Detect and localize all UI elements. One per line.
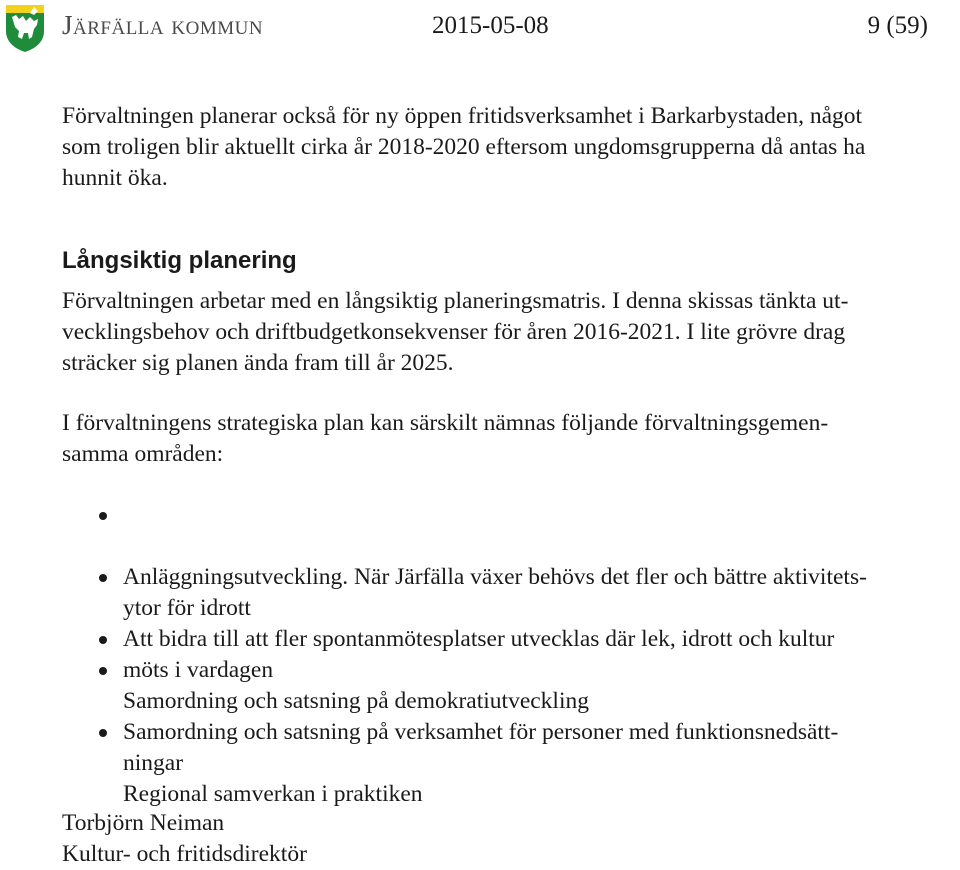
list-item-text: Anläggningsutveckling. När Järfälla växer behövs det fler och bättre aktivitets- ytor för idrott — [123, 564, 867, 621]
bullet-dot-icon — [99, 636, 107, 644]
paragraph-planning-matrix: Förvaltningen arbetar med en långsiktig planeringsmatris. I denna skissas tänkta ut- vecklingsbehov och driftbudgetkonsekvenser för åren 2016-2021. I lite grövre drag sträcker sig planen ända fram till år 2025. — [62, 288, 849, 376]
list-item-text: Samordning och satsning på verksamhet för personer med funktionsnedsätt- ningar — [123, 719, 839, 776]
signatory-title: Kultur- och fritidsdirektör — [62, 841, 307, 867]
organization-name: Järfälla kommun — [62, 10, 264, 40]
signatory-name: Torbjörn Neiman — [62, 810, 225, 836]
list-item — [62, 624, 957, 714]
page-number: 9 (59) — [867, 12, 928, 39]
document-date: 2015-05-08 — [432, 12, 549, 39]
bullet-dot-icon — [99, 512, 107, 520]
jarfalla-coat-of-arms-icon — [4, 3, 46, 53]
section-heading: Långsiktig planering — [62, 247, 297, 274]
list-item — [62, 562, 957, 683]
paragraph-open-leisure: Förvaltningen planerar också för ny öppen fritidsverksamhet i Barkarbystaden, något som troligen blir aktuellt cirka år 2018-2020 eftersom ungdomsgrupperna då antas ha hunnit öka. — [62, 103, 866, 191]
list-item — [62, 655, 957, 776]
bullet-dot-icon — [99, 574, 107, 582]
list-item-text: Regional samverkan i praktiken — [123, 781, 423, 807]
list-item — [62, 500, 957, 621]
signature-block — [62, 808, 307, 870]
bullet-dot-icon — [99, 667, 107, 675]
list-item — [62, 717, 957, 807]
list-item-text: Att bidra till att fler spontanmötesplatser utvecklas där lek, idrott och kultur möts i vardagen — [123, 626, 835, 683]
paragraph-strategic-plan: I förvaltningens strategiska plan kan särskilt nämnas följande förvaltningsgemen- samma områden: — [62, 410, 829, 467]
list-item-text: Samordning och satsning på demokratiutveckling — [123, 688, 589, 714]
bullet-list — [62, 500, 957, 807]
page-header — [0, 0, 960, 56]
bullet-dot-icon — [99, 729, 107, 737]
